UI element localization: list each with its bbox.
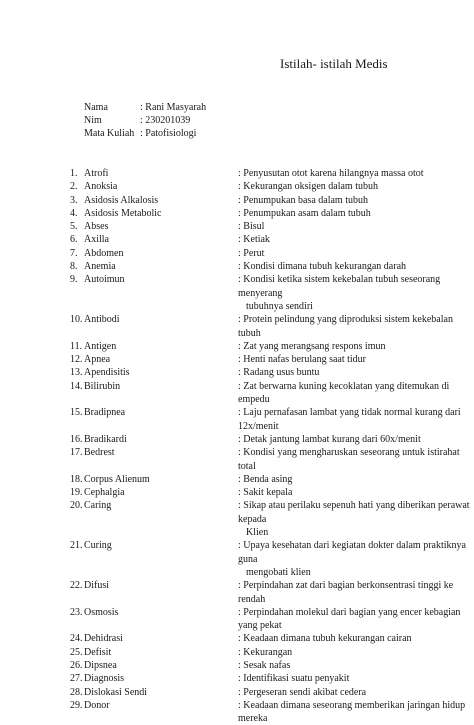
term-definition: : Zat berwarna kuning kecoklatan yang ditemukan di empedu [238, 380, 450, 406]
term-number: 7. [70, 247, 78, 259]
term-definition: : Zat yang merangsang respons imun [238, 340, 386, 352]
term-definition: : Perpindahan zat dari bagian berkonsentrasi tinggi ke rendah [238, 580, 454, 605]
term-name: Axilla [84, 234, 109, 246]
term-definition: : Penyusutan otot karena hilangnya massa otot [238, 168, 424, 179]
term-number: 28. [70, 686, 83, 698]
info-value: : 230201039 [140, 115, 191, 126]
term-number: 5. [70, 221, 78, 233]
term-row [70, 380, 470, 407]
term-name: Antibodi [84, 314, 120, 326]
term-definition: : Bisul [238, 221, 265, 233]
term-definition: : Sesak nafas [238, 659, 291, 671]
term-row [70, 606, 470, 633]
term-row [70, 646, 470, 659]
term-row [70, 247, 470, 260]
term-name: Apnea [84, 354, 111, 366]
term-number: 8. [70, 261, 78, 273]
term-name: Donor [84, 699, 110, 711]
term-definition: : Keadaan dimana tubuh kekurangan cairan [238, 633, 412, 645]
term-definition: : Pergeseran sendi akibat cedera [238, 686, 367, 698]
term-number: 14. [70, 380, 83, 392]
term-definition-continued: Klien [246, 527, 269, 539]
term-definition: : Kekurangan [238, 646, 293, 658]
term-number: 3. [70, 194, 78, 206]
term-number: 15. [70, 407, 83, 419]
term-definition: : Henti nafas berulang saat tidur [238, 354, 367, 366]
info-value: : Rani Masyarah [140, 102, 207, 113]
term-name: Dehidrasi [84, 633, 123, 645]
term-row [70, 180, 470, 193]
term-number: 11. [70, 340, 83, 352]
term-row [70, 486, 470, 499]
term-name: Curing [84, 540, 112, 552]
term-number: 13. [70, 367, 83, 379]
term-row [70, 167, 470, 180]
term-row [70, 699, 470, 725]
student-info [84, 101, 206, 140]
term-number: 1. [70, 168, 78, 179]
term-row [70, 220, 470, 233]
term-definition: : Penumpukan basa dalam tubuh [238, 194, 368, 206]
term-number: 20. [70, 500, 83, 512]
info-row [84, 114, 206, 127]
term-row [70, 340, 470, 353]
term-name: Dipsnea [84, 659, 117, 671]
term-name: Antigen [84, 340, 117, 352]
terms-list [70, 167, 470, 725]
term-row [70, 313, 470, 340]
term-number: 27. [70, 673, 83, 685]
term-name: Asidosis Alkalosis [84, 194, 159, 206]
term-row [70, 499, 470, 539]
term-row [70, 659, 470, 672]
document-title: Istilah- istilah Medis [280, 56, 388, 71]
term-number: 25. [70, 646, 83, 658]
term-name: Defisit [84, 646, 112, 658]
term-row [70, 273, 470, 313]
term-name: Asidosis Metabolic [84, 207, 162, 219]
term-name: Caring [84, 500, 112, 512]
term-row [70, 579, 470, 606]
term-definition: : Laju pernafasan lambat yang tidak normal kurang dari 12x/menit [238, 407, 461, 432]
term-number: 22. [70, 580, 83, 592]
term-number: 16. [70, 433, 83, 445]
term-definition: : Sikap atau perilaku sepenuh hati yang diberikan perawat kepada [238, 500, 470, 525]
term-row [70, 353, 470, 366]
term-name: Abses [84, 221, 109, 233]
term-name: Diagnosis [84, 673, 124, 685]
term-number: 4. [70, 207, 78, 219]
term-row [70, 233, 470, 246]
term-name: Bedrest [84, 447, 115, 459]
term-definition: : Benda asing [238, 473, 293, 485]
term-definition: : Protein pelindung yang diproduksi sistem kekebalan tubuh [238, 314, 453, 339]
term-row [70, 632, 470, 645]
term-number: 10. [70, 314, 83, 326]
term-name: Autoimun [84, 274, 125, 286]
term-row [70, 260, 470, 273]
term-name: Osmosis [84, 606, 119, 618]
info-row [84, 101, 206, 114]
term-name: Abdomen [84, 247, 124, 259]
term-name: Anemia [84, 261, 116, 273]
term-row [70, 473, 470, 486]
term-row [70, 406, 470, 433]
term-row [70, 672, 470, 685]
term-number: 12. [70, 354, 83, 366]
term-definition: : Upaya kesehatan dari kegiatan dokter dalam praktiknya guna [238, 540, 466, 565]
term-row [70, 194, 470, 207]
info-label: Mata Kuliah [84, 128, 135, 139]
term-number: 18. [70, 473, 83, 485]
term-number: 26. [70, 659, 83, 671]
term-name: Bradipnea [84, 407, 126, 419]
term-number: 9. [70, 274, 78, 286]
term-row [70, 446, 470, 473]
info-label: Nim [84, 115, 102, 126]
term-definition: : Identifikasi suatu penyakit [238, 673, 350, 685]
term-definition: : Ketiak [238, 234, 270, 246]
term-name: Corpus Alienum [84, 473, 150, 485]
term-definition: : Kondisi dimana tubuh kekurangan darah [238, 261, 407, 273]
term-number: 24. [70, 633, 83, 645]
term-name: Bradikardi [84, 433, 127, 445]
term-definition: : Keadaan dimana seseorang memberikan jaringan hidup mereka [238, 699, 466, 725]
term-number: 2. [70, 181, 78, 193]
term-definition: : Penumpukan asam dalam tubuh [238, 207, 371, 219]
term-definition: : Detak jantung lambat kurang dari 60x/menit [238, 433, 421, 445]
info-label: Nama [84, 102, 108, 113]
term-definition: : Radang usus buntu [238, 367, 320, 379]
term-row [70, 207, 470, 220]
term-number: 29. [70, 699, 83, 711]
term-number: 6. [70, 234, 78, 246]
term-name: Atrofi [84, 168, 109, 179]
term-number: 23. [70, 606, 83, 618]
term-number: 21. [70, 540, 83, 552]
term-number: 19. [70, 487, 83, 499]
term-definition: : Kondisi ketika sistem kekebalan tubuh seseorang menyerang [238, 274, 441, 299]
term-definition-continued: mengobati klien [246, 566, 311, 578]
term-definition-continued: tubuhnya sendiri [246, 300, 313, 312]
term-definition: : Perut [238, 247, 265, 259]
term-definition: : Perpindahan molekul dari bagian yang encer kebagian yang pekat [238, 606, 461, 632]
term-name: Cephalgia [84, 487, 125, 499]
term-row [70, 539, 470, 579]
term-name: Apendisitis [84, 367, 130, 379]
term-number: 17. [70, 447, 83, 459]
term-definition: : Kekurangan oksigen dalam tubuh [238, 181, 378, 193]
term-name: Bilirubin [84, 380, 121, 392]
term-row [70, 366, 470, 379]
term-name: Anoksia [84, 181, 118, 193]
info-value: : Patofisiologi [140, 128, 197, 139]
term-name: Dislokasi Sendi [84, 686, 148, 698]
term-row [70, 433, 470, 446]
term-definition: : Kondisi yang mengharuskan seseorang untuk istirahat total [238, 447, 460, 472]
term-definition: : Sakit kepala [238, 487, 293, 499]
term-name: Difusi [84, 580, 109, 592]
term-row [70, 686, 470, 699]
info-row [84, 127, 206, 140]
